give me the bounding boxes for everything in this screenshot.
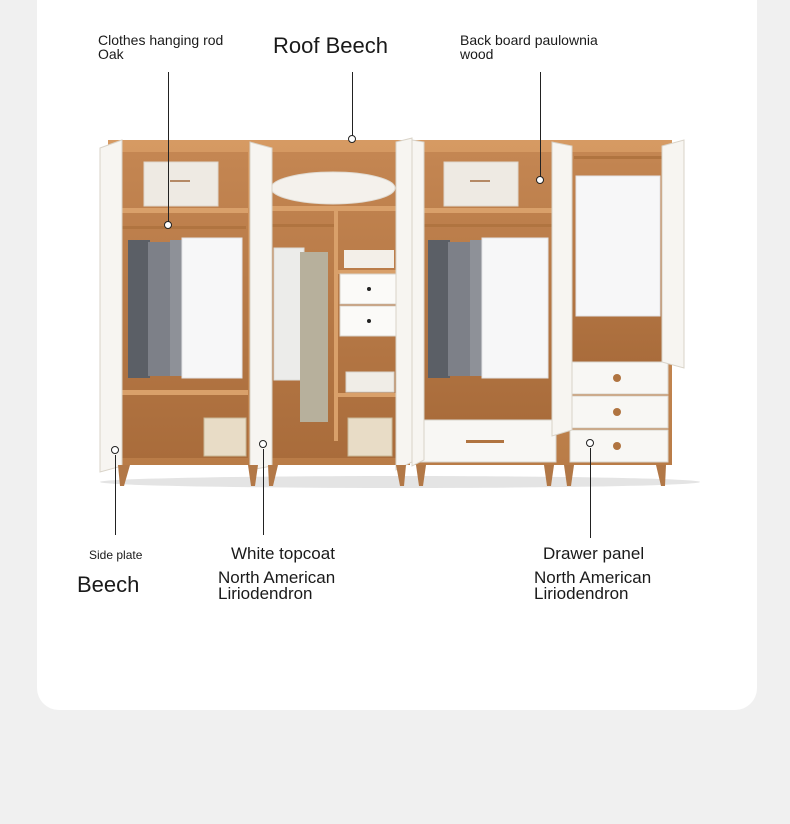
topcoat-marker-dot <box>259 440 267 448</box>
drawer-leader-line <box>590 448 591 538</box>
back-board-leader-line <box>540 72 541 178</box>
left-wardrobe-unit <box>100 138 412 486</box>
side-plate-marker-dot <box>111 446 119 454</box>
side-plate-material: Beech <box>77 572 140 597</box>
side-plate-label: Side plate <box>89 548 143 562</box>
roof-label: Roof Beech <box>273 33 388 58</box>
drawer-material: North American Liriodendron <box>534 568 652 603</box>
back-board-material: wood <box>460 46 494 62</box>
topcoat-label: White topcoat <box>231 544 335 563</box>
roof-marker-dot <box>348 135 356 143</box>
rod-marker-dot <box>164 221 172 229</box>
rod-material: Oak <box>98 46 124 62</box>
drawer-label: Drawer panel <box>543 544 645 563</box>
back-board-label: Back board paulownia <box>460 32 598 48</box>
topcoat-leader-line <box>263 449 264 535</box>
right-wardrobe-unit <box>412 140 684 486</box>
drawer-marker-dot <box>586 439 594 447</box>
back-board-marker-dot <box>536 176 544 184</box>
side-plate-leader-line <box>115 455 116 535</box>
topcoat-material: North American Liriodendron <box>218 568 336 603</box>
roof-leader-line <box>352 72 353 138</box>
rod-leader-line <box>168 72 169 225</box>
rod-label: Clothes hanging rod <box>98 32 224 48</box>
